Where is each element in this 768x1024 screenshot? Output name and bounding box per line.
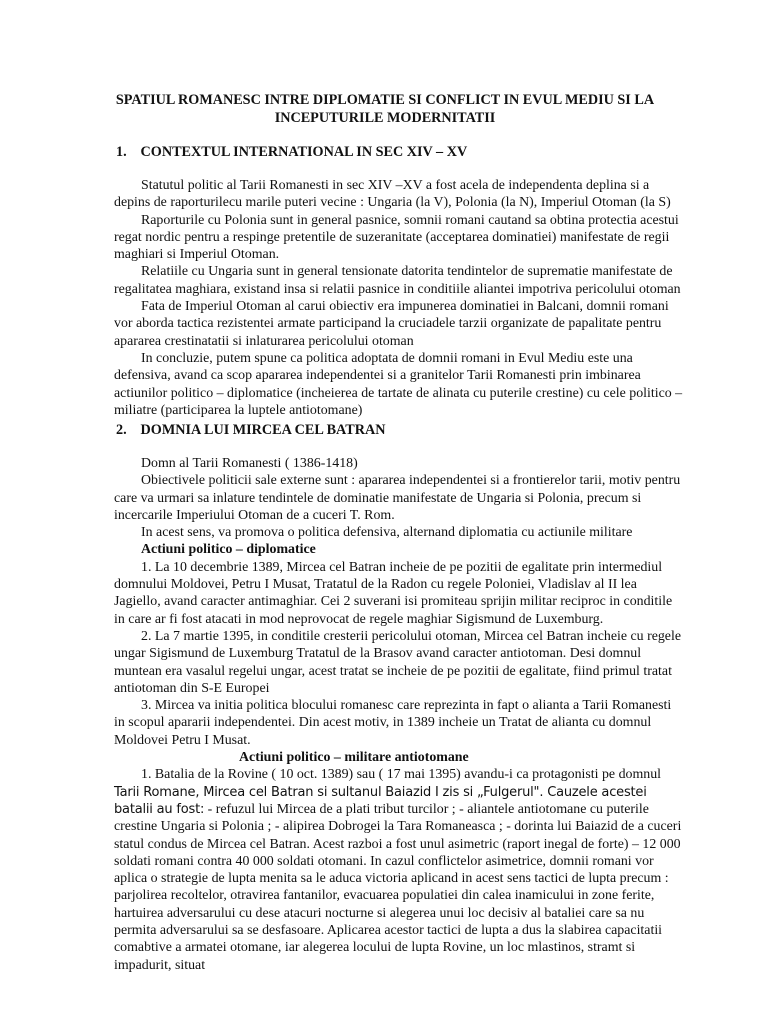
subheading-diplomatic: Actiuni politico – diplomatice xyxy=(141,542,316,558)
list-number: 2. xyxy=(141,628,152,644)
list-text: Batalia de la Rovine ( 10 oct. 1389) sau ( 17 mai 1395) avandu-i ca protagonisti pe domnul xyxy=(154,767,662,783)
paragraph: Statutul politic al Tarii Romanesti in sec XIV –XV a fost acela de independenta deplina si a depins de raporturilecu marile puteri vecine : Ungaria (la V), Polonia (la N), Imperiul Otoman (la S) xyxy=(114,178,671,211)
section-1-title: CONTEXTUL INTERNATIONAL IN SEC XIV – XV xyxy=(140,144,468,160)
list-text: La 10 decembrie 1389, Mircea cel Batran incheie de pe pozitii de egalitate prin intermediul domnului Moldovei, Petru I Musat, Tratatul de la Radon cu regele Poloniei, Vladislav al II lea Jagiello, avand caracter antimaghiar. Cei 2 suverani isi promiteau sprijin militar reciproc in conditile in care ar fi fost atacati in mod neprovocat de regele maghiar Sigismund de Luxemburg. xyxy=(114,559,673,627)
paragraph: In acest sens, va promova o politica defensiva, alternand diplomatia cu actiunile militare xyxy=(141,525,633,541)
subheading-military: Actiuni politico – militare antiotomane xyxy=(239,750,469,766)
title-line-1: SPATIUL ROMANESC INTRE DIPLOMATIE SI CONFLICT IN EVUL MEDIU SI LA xyxy=(115,92,655,108)
list-text: Mircea va initia politica blocului romanesc care reprezinta in fapt o alianta a Tarii Romanesti in scopul apararii independentei. Din acest motiv, in 1389 incheie un Tratat de alianta cu domnul Moldovei Petru I Musat. xyxy=(114,698,672,748)
section-2-number: 2. xyxy=(116,422,127,438)
paragraph: Obiectivele politicii sale externe sunt : apararea independentei si a frontierelor tarii, motiv pentru care va urmari sa inlature tendintele de dominatie manifestate de Ungaria si Polonia, precum si incercarile Imperiului Otoman de a cuceri T. Rom. xyxy=(114,473,681,523)
paragraph: Raporturile cu Polonia sunt in general pasnice, somnii romani cautand sa obtina protectia acestui regat nordic pentru a respinge pretentile de suzeranitate (acceptarea dominatiei) manifestate de regii maghiari si Imperiul Otoman. xyxy=(114,212,679,263)
section-1-body xyxy=(114,177,684,419)
list-item xyxy=(114,697,684,749)
list-item xyxy=(114,766,684,974)
paragraph: Fata de Imperiul Otoman al carui obiectiv era impunerea dominatiei in Balcani, domnii romani vor aborda tactica rezistentei armate participand la cruciadele tarzii organizate de papalitate pentru apararea crestinatatii si inlaturarea pericolului otoman xyxy=(114,299,669,349)
title-line-2: INCEPUTURILE MODERNITATII xyxy=(274,109,496,126)
section-2-heading xyxy=(116,422,385,439)
paragraph: Relatiile cu Ungaria sunt in general tensionate datorita tendintelor de suprematie manifestate de regalitatea maghiara, existand insa si relatii pasnice in conditiile aliantei impotriva pericolului otoman xyxy=(114,264,681,297)
section-2-body xyxy=(114,455,684,974)
list-text: La 7 martie 1395, in conditile cresterii pericolului otoman, Mircea cel Batran incheie cu regele ungar Sigismund de Luxemburg Tratatul de la Brasov avand caracter antiotoman. Desi domnul muntean era vasalul regelui ungar, acest tratat se incheie de pe pozitii de egalitate, fiind primul tratat antiotoman din S-E Europei xyxy=(114,628,681,696)
list-text: - refuzul lui Mircea de a plati tribut turcilor ; - aliantele antiotomane cu puterile crestine Ungaria si Polonia ; - alipirea Dobrogei la Tara Romaneasca ; - dorinta lui Baiazid de a cuceri statul condus de Mircea cel Batran. Acest razboi a fost unul asimetric (raport inegal de forte) – 12 000 soldati romani contra 40 000 soldati otomani. In cazul conflictelor asimetrice, domnii romani vor aplica o strategie de lupta menita sa le aduca victoria aplicand in acest sens tactici de lupta precum : parjolirea recoltelor, otravirea fantanilor, evacuarea populatiei din calea inamicului in zone ferite, hartuirea adversarului cu dese atacuri nocturne si alegerea unui loc decisiv al bataliei care sa nu permita adversarului sa se desfasoare. Aplicarea acestor tactici de lupta a dus la slabirea capacitatii comabtive a armatei otomane, iar alegerea locului de lupta Rovine, un loc mlastinos, stramt si impadurit, situat xyxy=(114,801,682,973)
list-number: 3. xyxy=(141,698,152,714)
section-1-number: 1. xyxy=(116,144,127,160)
section-2-title: DOMNIA LUI MIRCEA CEL BATRAN xyxy=(140,422,386,438)
document-title xyxy=(90,92,680,127)
list-number: 1. xyxy=(141,767,152,783)
list-item xyxy=(114,628,684,697)
section-1-heading xyxy=(116,144,467,161)
list-text-sans: Tarii Romane, Mircea cel Batran si sultanul Baiazid I zis si „Fulgerul". Cauzele acestei batalii au fost: xyxy=(114,784,647,817)
list-number: 1. xyxy=(141,559,152,575)
paragraph: In concluzie, putem spune ca politica adoptata de domnii romani in Evul Mediu este una defensiva, avand ca scop apararea independentei si a granitelor Tarii Romanesti prin imbinarea actiunilor politico – diplomatice (incheierea de tartate de alinata cu puterile crestine) cu cele politico – miliatre (participarea la luptele antiotomane) xyxy=(114,350,683,418)
list-item xyxy=(114,559,684,628)
reign-intro: Domn al Tarii Romanesti ( 1386-1418) xyxy=(141,456,358,471)
